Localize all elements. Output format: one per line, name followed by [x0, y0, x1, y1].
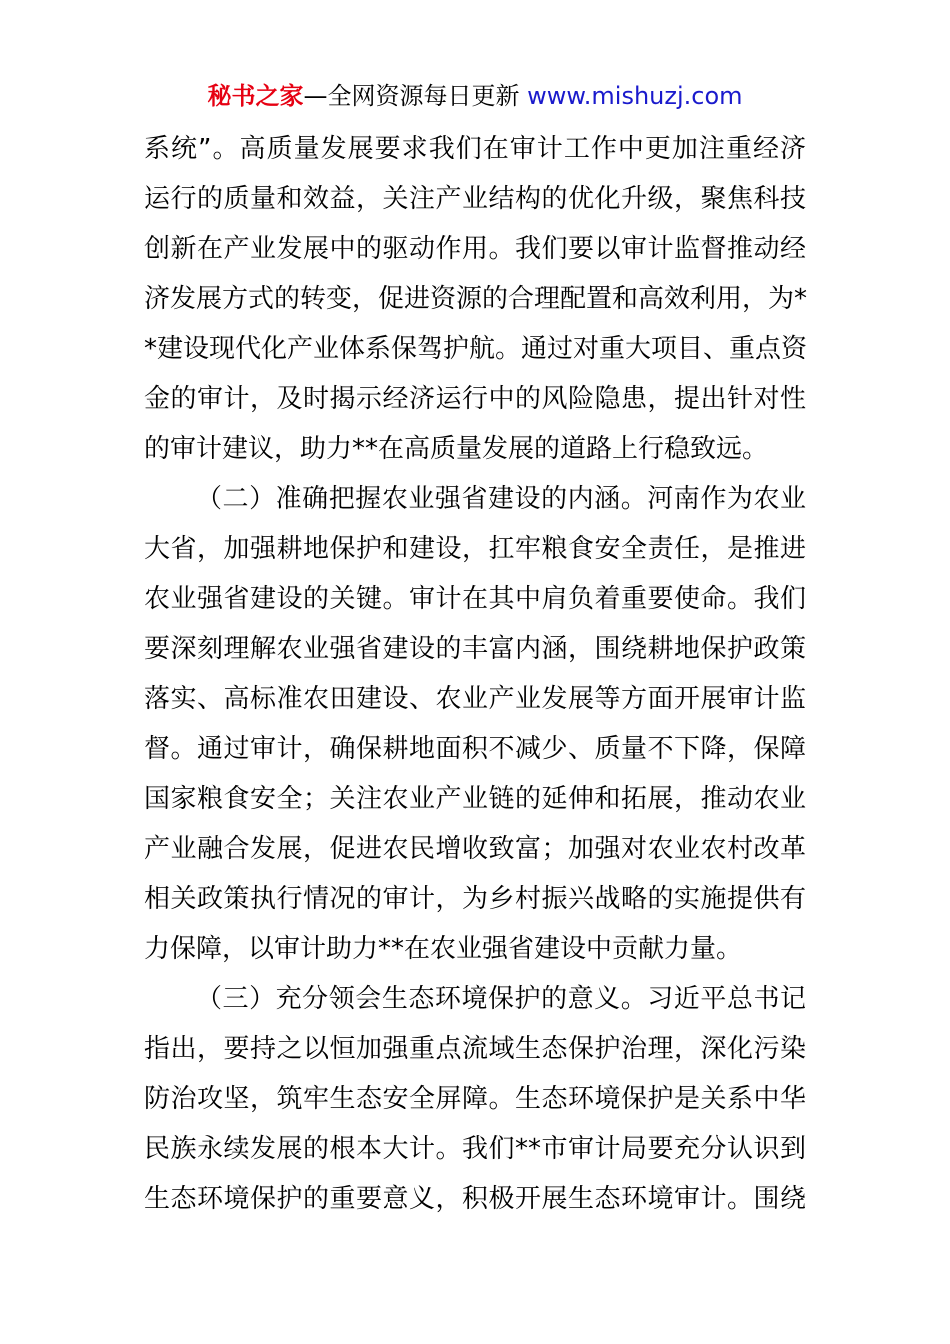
- text-line: 落实、高标准农田建设、农业产业发展等方面开展审计监: [144, 684, 806, 714]
- paragraph: [144, 974, 806, 1224]
- document-body: [144, 124, 806, 1224]
- page-header: [0, 78, 950, 114]
- paragraph: [144, 124, 806, 474]
- text-line: 金的审计，及时揭示经济运行中的风险隐患，提出针对性: [144, 384, 806, 414]
- header-tagline: —全网资源每日更新: [303, 82, 528, 110]
- text-line: 督。通过审计，确保耕地面积不减少、质量不下降，保障: [144, 734, 806, 764]
- text-line: 创新在产业发展中的驱动作用。我们要以审计监督推动经: [144, 234, 806, 264]
- text-line: *建设现代化产业体系保驾护航。通过对重大项目、重点资: [144, 334, 808, 364]
- text-line: （三）充分领会生态环境保护的意义。习近平总书记: [196, 984, 806, 1014]
- text-line: 运行的质量和效益，关注产业结构的优化升级，聚焦科技: [144, 184, 806, 214]
- text-line: 相关政策执行情况的审计，为乡村振兴战略的实施提供有: [144, 884, 806, 914]
- text-line: 民族永续发展的根本大计。我们**市审计局要充分认识到: [144, 1134, 806, 1164]
- text-line: 农业强省建设的关键。审计在其中肩负着重要使命。我们: [144, 584, 806, 614]
- text-line: 指出，要持之以恒加强重点流域生态保护治理，深化污染: [144, 1034, 806, 1064]
- text-line: 济发展方式的转变，促进资源的合理配置和高效利用，为*: [144, 284, 808, 314]
- header-brand: 秘书之家: [207, 82, 304, 110]
- text-line: 的审计建议，助力**在高质量发展的道路上行稳致远。: [144, 434, 769, 464]
- text-line: 生态环境保护的重要意义，积极开展生态环境审计。围绕: [144, 1184, 806, 1214]
- text-line: 防治攻坚，筑牢生态安全屏障。生态环境保护是关系中华: [144, 1084, 806, 1114]
- header-site-link[interactable]: www.mishuzj.com: [527, 82, 743, 110]
- text-line: 产业融合发展，促进农民增收致富；加强对农业农村改革: [144, 834, 806, 864]
- text-line: 系统”。高质量发展要求我们在审计工作中更加注重经济: [144, 134, 806, 164]
- text-line: 大省，加强耕地保护和建设，扛牢粮食安全责任，是推进: [144, 534, 806, 564]
- text-line: 力保障，以审计助力**在农业强省建设中贡献力量。: [144, 934, 743, 964]
- text-line: （二）准确把握农业强省建设的内涵。河南作为农业: [196, 484, 806, 514]
- text-line: 要深刻理解农业强省建设的丰富内涵，围绕耕地保护政策: [144, 634, 806, 664]
- paragraph: [144, 474, 806, 974]
- text-line: 国家粮食安全；关注农业产业链的延伸和拓展，推动农业: [144, 784, 806, 814]
